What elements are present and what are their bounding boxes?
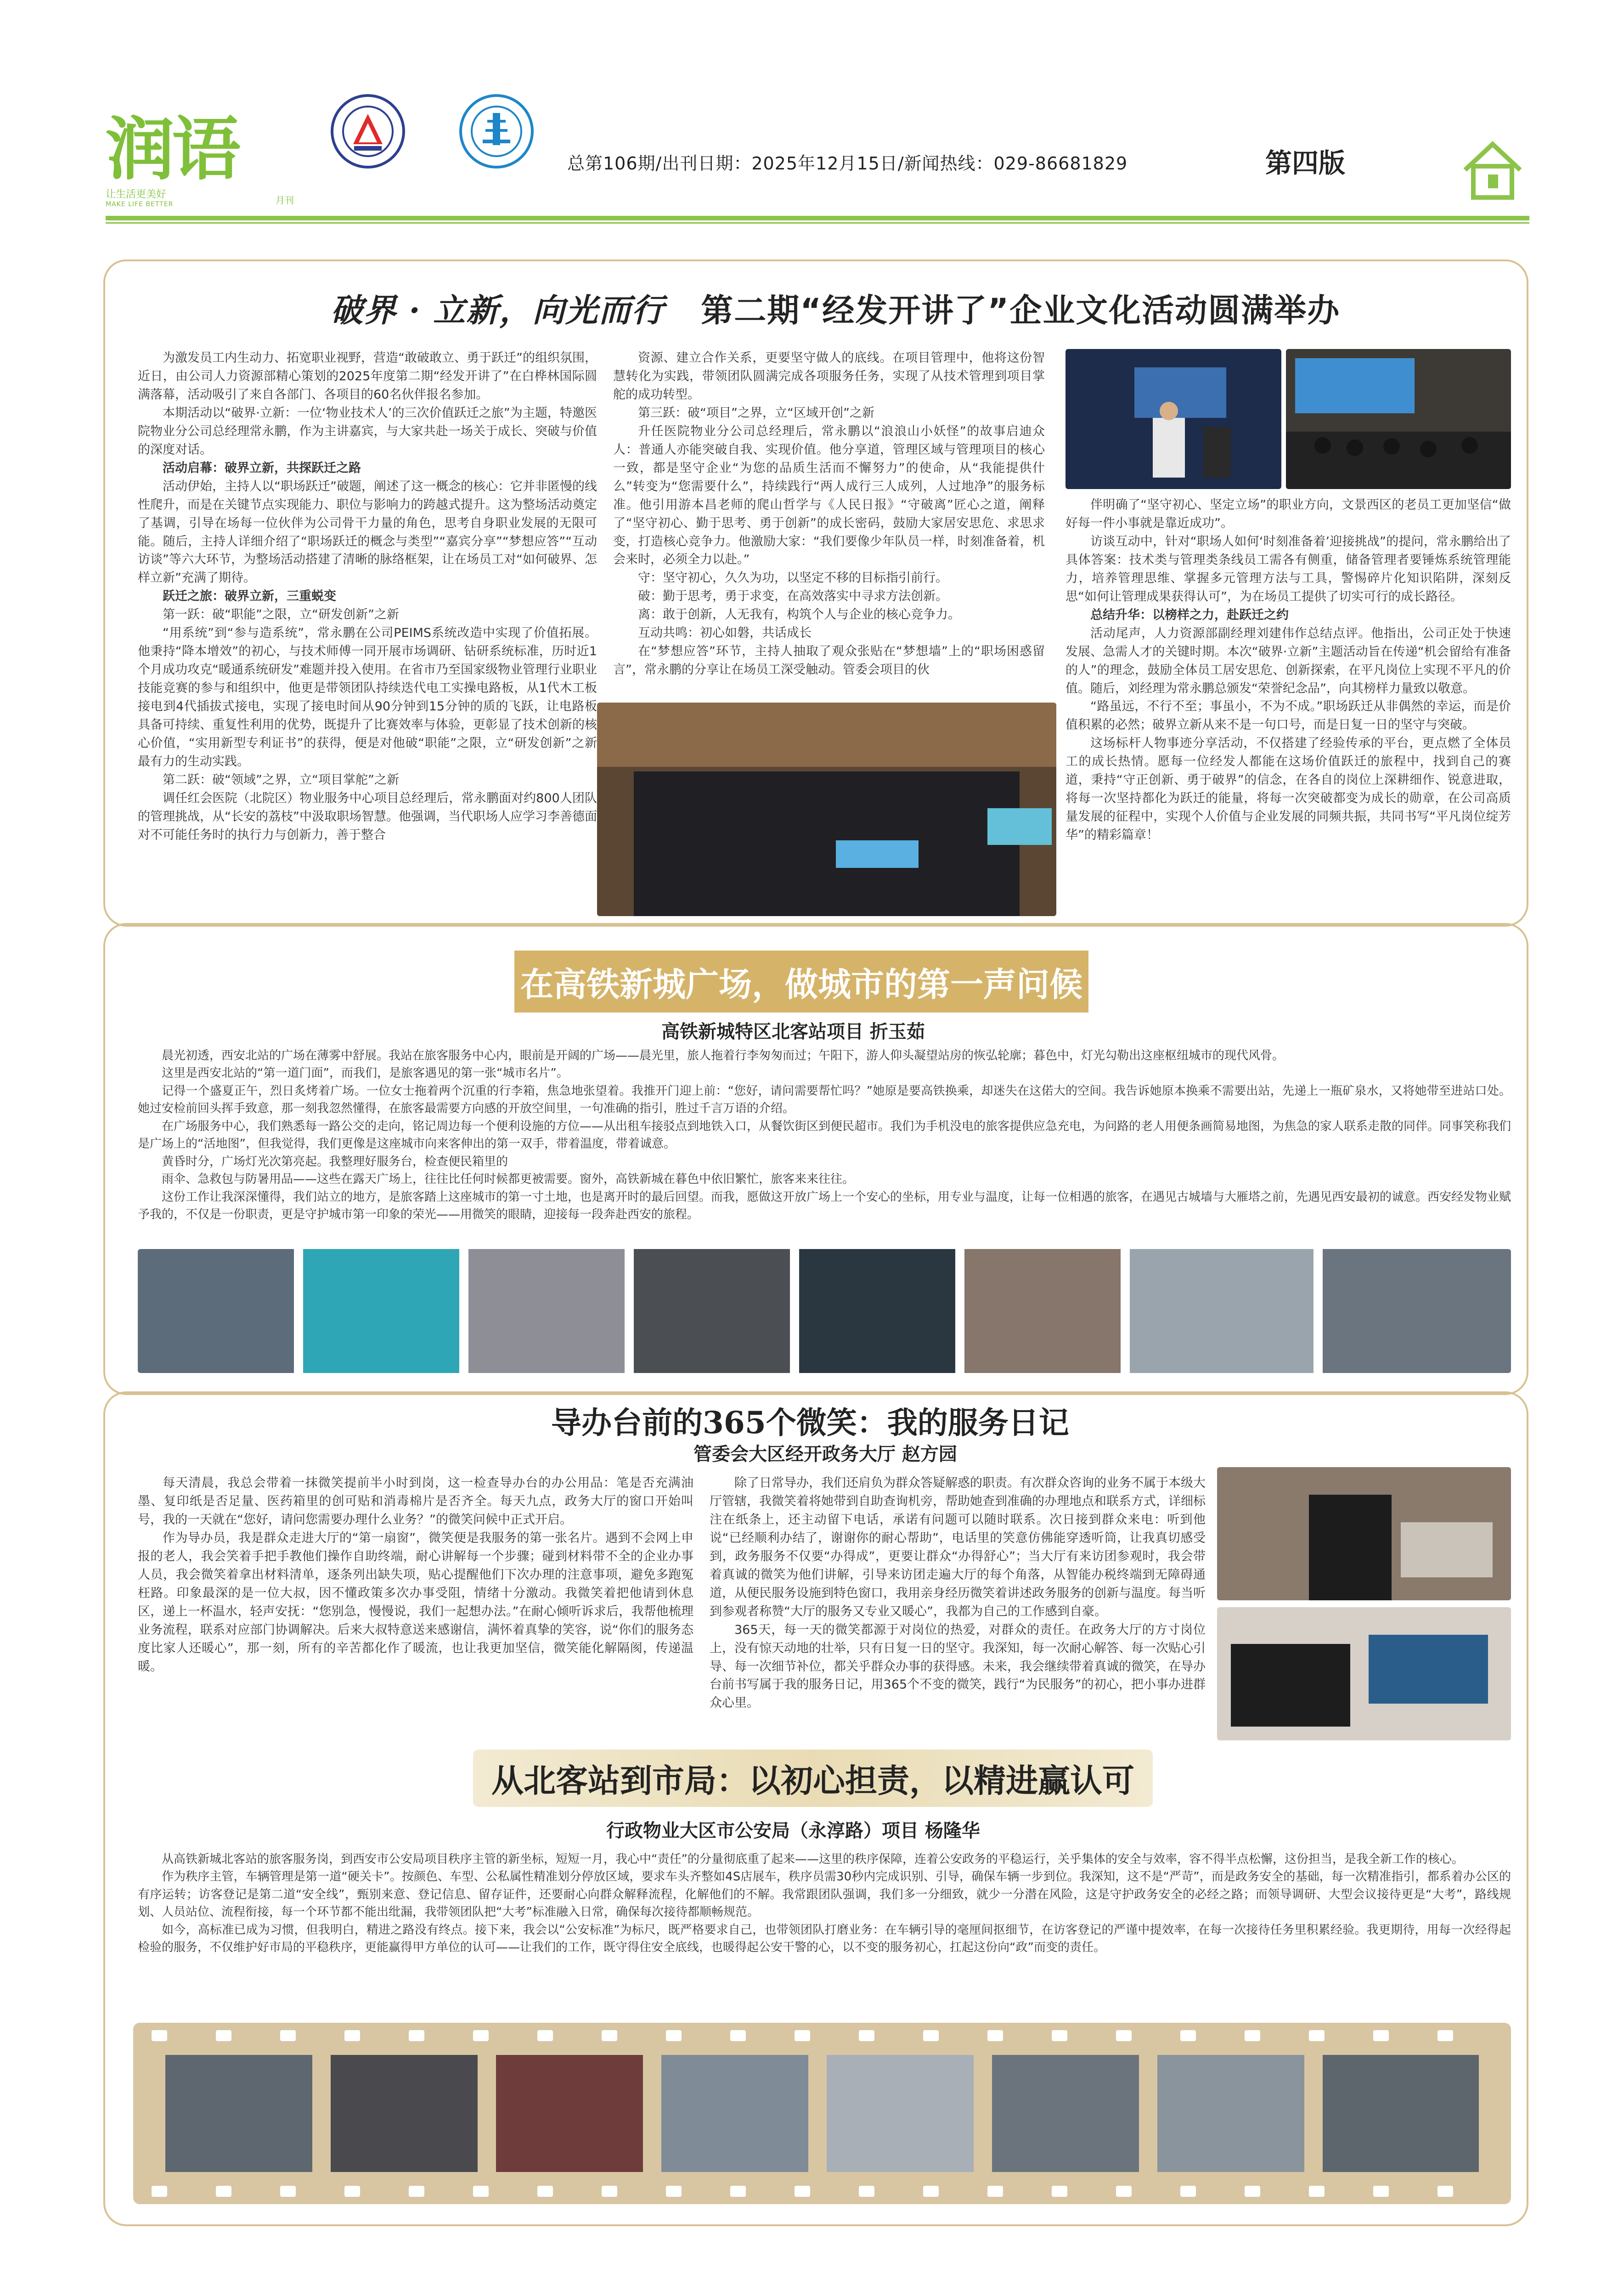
top-rule-thin <box>106 222 1529 224</box>
paragraph: 这份工作让我深深懂得，我们站立的地方，是旅客踏上这座城市的第一寸土地，也是离开时的最后回望。而我，愿做这开放广场上一个安心的坐标，用专业与温度，让每一位相遇的旅客，在遇见古城墙与大雁塔之前，先遇见西安最初的诚意。西安经发物业赋予我的，不仅是一份职责，更是守护城市第一印象的荣光——用微笑的眼睛，迎接每一段奔赴西安的旅程。 <box>138 1190 1511 1222</box>
article2-body <box>138 1047 1511 1224</box>
article1-title-main: 第二期“经发开讲了”企业文化活动圆满举办 <box>701 292 1341 329</box>
paragraph: 访谈互动中，针对“职场人如何‘时刻准备着’迎接挑战”的提问，常永鹏给出了具体答案：技术类与管理类条线员工需各有侧重，储备管理者要锤炼系统管理能力，培养管理思维、掌握多元管理方法与工具，警惕碎片化知识陷阱，深刻反思“如何让管理成果获得认可”，为在场员工提供了切实可行的成长路径。 <box>1065 534 1511 604</box>
paragraph: 在广场服务中心，我们熟悉每一路公交的走向，铭记周边每一个便利设施的方位——从出租车接驳点到地铁入口，从餐饮街区到便民超市。我们为手机没电的旅客提供应急充电，为问路的老人用便条画简易地图，为焦急的家人联系走散的同伴。同事笑称我们是广场上的“活地图”，但我觉得，我们更像是这座城市向来客伸出的第一双手，带着温度，带着诚意。 <box>138 1119 1511 1151</box>
paragraph: 在“梦想应答”环节，主持人抽取了观众张贴在“梦想墙”上的“职场困惑留言”，常永鹏的分享让在场员工深受触动。管委会项目的伙 <box>613 644 1045 677</box>
pagoda-seal-logo <box>459 94 534 169</box>
article1-column-1 <box>138 349 597 844</box>
edition-label: 第四版 <box>1265 147 1346 179</box>
paragraph: 365天，每一天的微笑都源于对岗位的热爱，对群众的责任。在政务大厅的方寸岗位上，没有惊天动地的壮举，只有日复一日的坚守。我深知，每一次耐心解答、每一次贴心引导、每一次细节补位，都关乎群众办事的获得感。未来，我会继续带着真诚的微笑，在导办台前书写属于我的服务日记，用365个不变的微笑，践行“为民服务”的初心，把小事办进群众心里。 <box>710 1622 1206 1711</box>
article2-photo-strip <box>138 1249 1511 1373</box>
issue-info: 总第106期/出刊日期：2025年12月15日/新闻热线：029-86681829 <box>567 153 1128 174</box>
paragraph: 互动共鸣：初心如磐，共话成长 <box>638 626 812 641</box>
article2-title: 在高铁新城广场，做城市的第一声问候 <box>514 951 1088 1013</box>
top-rule <box>106 216 1529 220</box>
article3-photo-2 <box>1217 1607 1511 1740</box>
paragraph: 守：坚守初心，久久为功，以坚定不移的目标指引前行。 <box>638 571 948 585</box>
paragraph: 离：敢于创新，人无我有，构筑个人与企业的核心竞争力。 <box>638 608 960 622</box>
paragraph: “路虽远，不行不至；事虽小，不为不成。”职场跃迁从非偶然的幸运，而是价值积累的必然；破界立新从来不是一句口号，而是日复一日的坚守与突破。 <box>1065 699 1511 732</box>
section-heading: 活动启幕：破界立新，共探跃迁之路 <box>163 461 361 475</box>
paragraph: 作为秩序主管，车辆管理是第一道“硬关卡”。按颜色、车型、公私属性精准划分停放区域，要求车头齐整如4S店展车，秩序员需30秒内完成识别、引导，确保车辆一步到位。我深知，这不是“严苛”，而是政务安全的基础，每一次精准指引，都系着办公区的有序运转；访客登记是第二道“安全线”，甄别来意、登记信息、留存证件，还要耐心向群众解释流程，化解他们的不解。我常跟团队强调，我们多一分细致，就少一分潜在风险，这是守护政务安全的必经之路；而领导调研、大型会议接待更是“大考”，路线规划、人员站位、流程衔接，每一个环节都不能出纰漏，我带领团队把“大考”标准融入日常，确保每次接待都顺畅规范。 <box>138 1870 1511 1919</box>
house-icon <box>1460 138 1525 202</box>
paragraph: 第二跃：破“领域”之界，立“项目掌舵”之新 <box>163 772 399 787</box>
article3-title: 导办台前的365个微笑：我的服务日记 <box>551 1405 1069 1441</box>
paragraph: 伴明确了“坚守初心、坚定立场”的职业方向，文景西区的老员工更加坚信“做好每一件小事就是靠近成功”。 <box>1065 498 1511 530</box>
paragraph: 本期活动以“破界·立新：一位‘物业技术人’的三次价值跃迁之旅”为主题，特邀医院物业分公司总经理常永鹏，作为主讲嘉宾，与大家共赴一场关于成长、突破与价值的深度对话。 <box>138 405 597 457</box>
article1-photo-group <box>597 703 1056 916</box>
article4-body <box>138 1851 1511 1957</box>
logo-tag: 月刊 <box>276 195 294 206</box>
logo-text: 润语 <box>106 109 238 190</box>
paragraph: 升任医院物业分公司总经理后，常永鹏以“浪浪山小妖怪”的故事启迪众人：普通人亦能突破自我、实现价值。他分享道，管理区域与管理项目的核心一致，都是坚守企业“为您的品质生活而不懈努力”的使命，从“我能提供什么”转变为“您需要什么”，持续践行“两人成行三人成列，人过地净”的服务标准。他引用游本昌老师的爬山哲学与《人民日报》“守破离”匠心之道，阐释了“坚守初心、勤于思考、勇于创新”的成长密码，鼓励大家居安思危、求思求变，打造核心竞争力。他激励大家：“我们要像少年队员一样，时刻准备着，机会来时，必须全力以赴。” <box>613 424 1045 567</box>
article3-column-2 <box>710 1474 1206 1712</box>
article3-column-1 <box>138 1474 693 1676</box>
paragraph: 活动伊始，主持人以“职场跃迁”破题，阐述了这一概念的核心：它并非匿慢的线性爬升，而是在关键节点实现能力、职位与影响力的跨越式提升。这为整场活动奠定了基调，引导在场每一位伙伴为公司骨干力量的角色，思考自身职业发展的无限可能。随后，主持人详细介绍了“职场跃迁的概念与类型”“嘉宾分享”“梦想应答”“互动访谈”等六大环节，为整场活动搭建了清晰的脉络框架，让在场员工对“如何破界、怎样立新”充满了期待。 <box>138 479 597 585</box>
section-heading: 总结升华：以榜样之力，赴跃迁之约 <box>1090 608 1289 622</box>
article1-column-3 <box>1065 496 1511 844</box>
article1-photo-audience <box>1286 349 1511 489</box>
article4-title: 从北客站到市局：以初心担责，以精进赢认可 <box>473 1750 1153 1807</box>
article4-film-strip <box>133 2023 1511 2204</box>
paragraph: 第一跃：破“职能”之限，立“研发创新”之新 <box>163 608 399 622</box>
paragraph: 调任红会医院（北院区）物业服务中心项目总经理后，常永鹏面对约800人团队的管理挑战，从“长安的荔枝”中汲取职场智慧。他强调，当代职场人应学习李善德面对不可能任务时的执行力与创新力，善于整合 <box>138 791 597 842</box>
paragraph: 雨伞、急救包与防暑用品——这些在露天广场上，往往比任何时候都更被需要。窗外，高铁新城在暮色中依旧繁忙，旅客来来往往。 <box>162 1172 855 1187</box>
logo-slogan: 让生活更美好 <box>106 189 167 200</box>
article1-photo-speaker <box>1065 349 1281 489</box>
article2-author: 高铁新城特区北客站项目 折玉茹 <box>661 1021 925 1042</box>
article3-author: 管委会大区经开政务大厅 赵方园 <box>693 1444 957 1465</box>
article4-author: 行政物业大区市公安局（永淳路）项目 杨隆华 <box>606 1820 980 1841</box>
paragraph: 除了日常导办，我们还肩负为群众答疑解惑的职责。有次群众咨询的业务不属于本级大厅管辖，我微笑着将她带到自助查询机旁，帮助她查到准确的办理地点和联系方式，详细标注在纸条上，还主动留下电话，承诺有问题可以随时联系。次日接到群众来电：听到他说“已经顺利办结了，谢谢你的耐心帮助”，电话里的笑意仿佛能穿透听筒，让我真切感受到，政务服务不仅要“办得成”，更要让群众“办得舒心”；当大厅有来访团参观时，我会带着真诚的微笑为他们讲解，引导来访团走遍大厅的每个角落，从智能办税终端到无障碍通道，从便民服务设施到特色窗口，我用亲身经历微笑着讲述政务服务的创新与温度。每当听到参观者称赞“大厅的服务又专业又暖心”，我都为自己的工作感到自豪。 <box>710 1476 1206 1619</box>
paragraph: “用系统”到“参与造系统”，常永鹏在公司PEIMS系统改造中实现了价值拓展。他秉持“降本增效”的初心，与技术师傅一同开展市场调研、钻研系统标准，历时近1个月成功攻克“暖通系统研发”难题并投入使用。在省市乃至国家级物业管理行业职业技能竞赛的参与和组织中，他更是带领团队持续迭代电工实操电路板，从1代木工板接电到4代插拔式接电，实现了接电时间从90分钟到15分钟的质的飞跃，让电路板具备可持续、重复性利用的优势，既提升了比赛效率与体验，更彰显了技术创新的核心价值，“实用新型专利证书”的获得，便是对他破“职能”之限，立“研发创新”之新最有力的生动实践。 <box>138 626 597 769</box>
paragraph: 从高铁新城北客站的旅客服务岗，到西安市公安局项目秩序主管的新坐标，短短一月，我心中“责任”的分量彻底重了起来——这里的秩序保障，连着公安政务的平稳运行，关乎集体的安全与效率，容不得半点松懈，这份担当，是我全新工作的核心。 <box>162 1852 1464 1866</box>
paragraph: 为激发员工内生动力、拓宽职业视野，营造“敢破敢立、勇于跃迁”的组织氛围，近日，由公司人力资源部精心策划的2025年度第二期“经发开讲了”在白桦林国际圆满落幕，活动吸引了来自各部门、各项目的60名伙伴报名参加。 <box>138 351 597 402</box>
paragraph: 每天清晨，我总会带着一抹微笑提前半小时到岗，这一检查导办台的办公用品：笔是否充满油墨、复印纸是否足量、医药箱里的创可贴和消毒棉片是否齐全。每天九点，政务大厅的窗口开始叫号，我的一天就在“您好，请问您需要办理什么业务？”的微笑问候中正式开启。 <box>138 1476 693 1527</box>
paragraph: 这里是西安北站的“第一道门面”，而我们，是旅客遇见的第一张“城市名片”。 <box>162 1066 569 1080</box>
company-seal-logo <box>331 94 405 169</box>
article3-photo-1 <box>1217 1467 1511 1600</box>
paragraph: 作为导办员，我是群众走进大厅的“第一扇窗”，微笑便是我服务的第一张名片。遇到不会网上申报的老人，我会笑着手把手教他们操作自助终端，耐心讲解每一个步骤；碰到材料带不全的企业办事人员，我会微笑着拿出材料清单，逐条列出缺失项，贴心提醒他们下次办理的注意事项，避免多跑冤枉路。印象最深的是一位大叔，因不懂政策多次办事受阻，情绪十分激动。我微笑着把他请到休息区，递上一杯温水，轻声安抚：“您别急，慢慢说，我们一起想办法。”在耐心倾听诉求后，我帮他梳理业务流程，联系对应部门协调解决。后来大叔特意送来感谢信，满怀着真挚的笑容，说“你们的服务态度比家人还暖心”，那一刻，所有的辛苦都化作了暖流，也让我更加坚信，微笑能化解隔阂，传递温暖。 <box>138 1531 693 1674</box>
article1-title <box>331 285 1340 331</box>
paragraph: 记得一个盛夏正午，烈日炙烤着广场。一位女士拖着两个沉重的行李箱，焦急地张望着。我推开门迎上前：“您好，请问需要帮忙吗？”她原是要高铁换乘，却迷失在这偌大的空间。我告诉她原本换乘不需要出站，先递上一瓶矿泉水，又将她带至进站口处。她过安检前回头挥手致意，那一刻我忽然懂得，在旅客最需要方向感的开放空间里，一句准确的指引，胜过千言万语的介绍。 <box>138 1084 1511 1116</box>
paragraph: 第三跃：破“项目”之界，立“区域开创”之新 <box>638 405 874 420</box>
paragraph: 破：勤于思考，勇于求变，在高效落实中寻求方法创新。 <box>638 589 948 604</box>
paragraph: 晨光初透，西安北站的广场在薄雾中舒展。我站在旅客服务中心内，眼前是开阔的广场——晨光里，旅人拖着行李匆匆而过；午阳下，游人仰头凝望站房的恢弘轮廓；暮色中，灯光勾勒出这座枢纽城市的现代风骨。 <box>162 1049 1285 1063</box>
paragraph: 黄昏时分，广场灯光次第亮起。我整理好服务台，检查便民箱里的 <box>162 1154 508 1169</box>
article1-column-2 <box>613 349 1045 679</box>
paragraph: 这场标杆人物事迹分享活动，不仅搭建了经验传承的平台，更点燃了全体员工的成长热情。愿每一位经发人都能在这场价值跃迁的旅程中，找到自己的赛道，秉持“守正创新、勇于破界”的信念，在各自的岗位上深耕细作、锐意进取，将每一次坚持都化为跃迁的能量，将每一次突破都变为成长的勋章，在公司高质量发展的征程中，实现个人价值与企业发展的同频共振，共同书写“平凡岗位绽芳华”的精彩篇章！ <box>1065 736 1511 843</box>
paragraph: 活动尾声，人力资源部副经理刘建伟作总结点评。他指出，公司正处于快速发展、急需人才的关键时期。本次“破界·立新”主题活动旨在传递“机会留给有准备的人”的理念，鼓励全体员工居安思危、创新探索，在平凡岗位上实现不平凡的价值。随后，刘经理为常永鹏总颁发“荣誉纪念品”，向其榜样力量致以敬意。 <box>1065 626 1511 696</box>
paragraph: 如今，高标准已成为习惯，但我明白，精进之路没有终点。接下来，我会以“公安标准”为标尺，既严格要求自己，也带领团队打磨业务：在车辆引导的毫厘间抠细节，在访客登记的严谨中提效率，在每一次接待任务里积累经验。我更期待，用每一次经得起检验的服务，不仅维护好市局的平稳秩序，更能赢得甲方单位的认可——让我们的工作，既守得住安全底线，也暖得起公安干警的心，以不变的服务初心，扛起这份向“政”而变的责任。 <box>138 1923 1511 1955</box>
section-heading: 跃迁之旅：破界立新，三重蜕变 <box>163 589 336 604</box>
logo-slogan-en: MAKE LIFE BETTER <box>106 201 174 208</box>
article1-title-prefix: 破界 · 立新，向光而行 <box>331 291 665 329</box>
paragraph: 资源、建立合作关系，更要坚守做人的底线。在项目管理中，他将这份智慧转化为实践，带领团队圆满完成各项服务任务，实现了从技术管理到项目掌舵的成功转型。 <box>613 351 1045 402</box>
